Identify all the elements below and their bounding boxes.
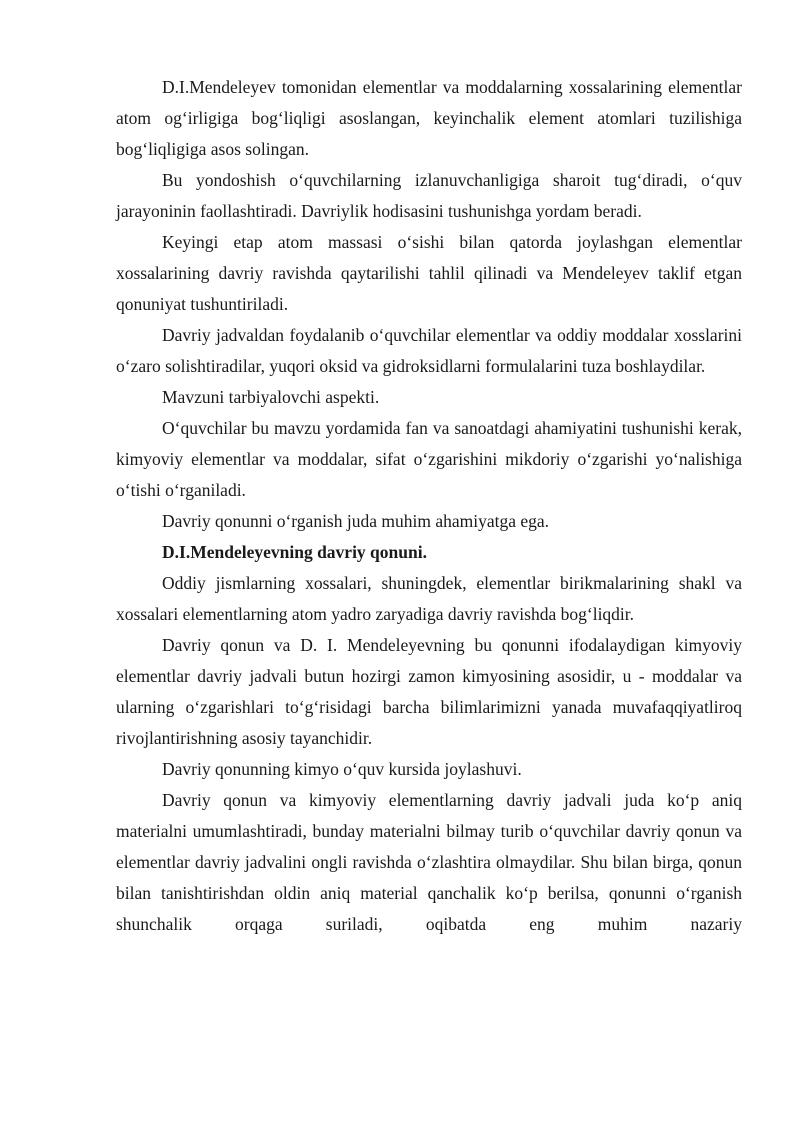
paragraph-9: Oddiy jismlarning xossalari, shuningdek, elementlar birikmalarining shakl va xossalari elementlarning atom yadro zaryadiga davriy ravishda bog‘liqdir. bbox=[116, 573, 742, 624]
paragraph-6: O‘quvchilar bu mavzu yordamida fan va sanoatdagi ahamiyatini tushunishi kerak, kimyoviy elementlar va moddalar, sifat o‘zgarishini mikdoriy o‘zgarishi yo‘nalishiga o‘tishi o‘rganiladi. bbox=[116, 418, 742, 500]
paragraph-12: Davriy qonun va kimyoviy elementlarning davriy jadvali juda ko‘p aniq materialni umumlashtiradi, bunday materialni bilmay turib o‘quvchilar davriy qonun va elementlar davriy jadvalini ongli ravishda o‘zlashtira olmaydilar. Shu bilan birga, qonun bilan tanishtirishdan oldin aniq material qanchalik ko‘p berilsa, qonunni o‘rganish shunchalik orqaga suriladi, oqibatda eng muhim nazariy bbox=[116, 790, 742, 934]
paragraph-11: Davriy qonunning kimyo o‘quv kursida joylashuvi. bbox=[162, 759, 522, 779]
paragraph-10: Davriy qonun va D. I. Mendeleyevning bu qonunni ifodalaydigan kimyoviy elementlar davriy jadvali butun hozirgi zamon kimyosining asosidir, u - moddalar va ularning o‘zgarishlari to‘g‘risidagi barcha bilimlarimizni yanada muvafaqqiyatliroq rivojlantirishning asosiy tayanchidir. bbox=[116, 635, 742, 748]
paragraph-1: D.I.Mendeleyev tomonidan elementlar va moddalarning xossalarining elementlar atom og‘irligiga bog‘liqligi asoslangan, keyinchalik element atomlari tuzilishiga bog‘liqligiga asos solingan. bbox=[116, 77, 742, 159]
section-heading: D.I.Mendeleyevning davriy qonuni. bbox=[162, 542, 427, 562]
document-page bbox=[116, 72, 742, 940]
paragraph-3: Keyingi etap atom massasi o‘sishi bilan qatorda joylashgan elementlar xossalarining davriy ravishda qaytarilishi tahlil qilinadi va Mendeleyev taklif etgan qonuniyat tushuntiriladi. bbox=[116, 232, 742, 314]
paragraph-7: Davriy qonunni o‘rganish juda muhim ahamiyatga ega. bbox=[162, 511, 550, 531]
paragraph-4: Davriy jadvaldan foydalanib o‘quvchilar elementlar va oddiy moddalar xosslarini o‘zaro solishtiradilar, yuqori oksid va gidroksidlarni formulalarini tuza boshlaydilar. bbox=[116, 325, 742, 376]
paragraph-5: Mavzuni tarbiyalovchi aspekti. bbox=[162, 387, 380, 407]
paragraph-2: Bu yondoshish o‘quvchilarning izlanuvchanligiga sharoit tug‘diradi, o‘quv jarayoninin faollashtiradi. Davriylik hodisasini tushunishga yordam beradi. bbox=[116, 170, 742, 221]
